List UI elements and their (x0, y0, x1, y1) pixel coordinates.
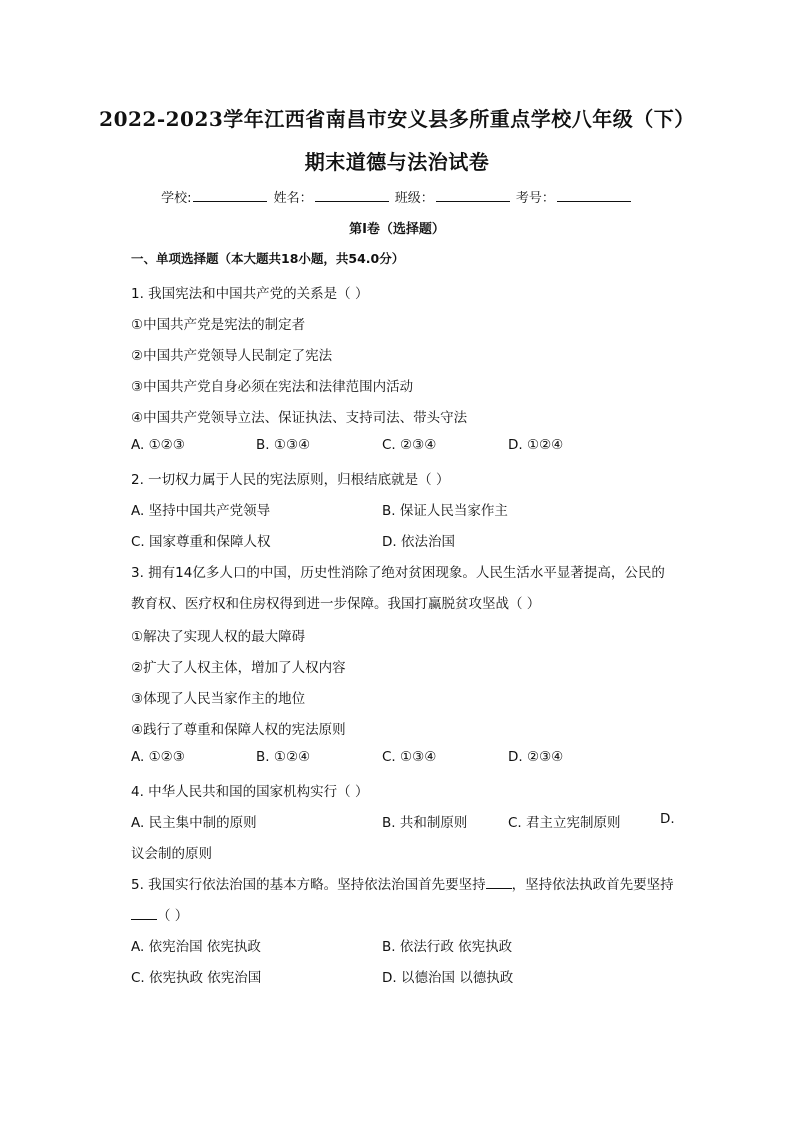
question-5-stem-line1 (131, 873, 674, 893)
question-3-item: ③体现了人民当家作主的地位 (131, 691, 306, 707)
question-1-option-b[interactable]: B. ①③④ (256, 437, 311, 453)
question-4-option-d-cont[interactable]: 议会制的原则 (131, 846, 212, 862)
exam-no-label: 考号： (515, 191, 555, 206)
question-5-blank-1 (486, 876, 512, 889)
question-3-option-b[interactable]: B. ①②④ (256, 749, 311, 765)
question-3-option-a[interactable]: A. ①②③ (131, 749, 185, 765)
question-4-option-a[interactable]: A. 民主集中制的原则 (131, 815, 257, 831)
question-1-item: ④中国共产党领导立法、保证执法、支持司法、带头守法 (131, 410, 468, 426)
exam-title-line2: 期末道德与法治试卷 (304, 150, 490, 174)
question-2-stem: 2. 一切权力属于人民的宪法原则，归根结底就是（ ） (131, 472, 450, 488)
question-3-stem-line2: 教育权、医疗权和住房权得到进一步保障。我国打赢脱贫攻坚战（ ） (131, 596, 541, 612)
question-5-blank-2 (131, 907, 157, 920)
class-blank[interactable] (436, 189, 510, 202)
name-blank[interactable] (315, 189, 389, 202)
question-3-stem-line1: 3. 拥有14亿多人口的中国，历史性消除了绝对贫困现象。人民生活水平显著提高，公民的 (131, 565, 665, 581)
exam-no-blank[interactable] (557, 189, 631, 202)
question-5-stem-paren: （ ） (157, 908, 189, 924)
student-info-row (0, 187, 794, 206)
question-4-option-c[interactable]: C. 君主立宪制原则 (508, 815, 621, 831)
exam-title-line1: 2022-2023学年江西省南昌市安义县多所重点学校八年级（下） (99, 107, 695, 131)
question-4-option-d[interactable]: D. (660, 811, 675, 827)
question-4-stem: 4. 中华人民共和国的国家机构实行（ ） (131, 784, 369, 800)
question-1-stem: 1. 我国宪法和中国共产党的关系是（ ） (131, 286, 369, 302)
question-5-stem-part1: 5. 我国实行依法治国的基本方略。坚持依法治国首先要坚持 (131, 877, 486, 893)
question-5-option-c[interactable]: C. 依宪执政 依宪治国 (131, 970, 262, 986)
question-3-item: ①解决了实现人权的最大障碍 (131, 629, 306, 645)
question-2-option-c[interactable]: C. 国家尊重和保障人权 (131, 534, 271, 550)
class-label: 班级： (394, 191, 434, 206)
question-1-option-d[interactable]: D. ①②④ (508, 437, 564, 453)
question-2-option-a[interactable]: A. 坚持中国共产党领导 (131, 503, 271, 519)
question-1-option-c[interactable]: C. ②③④ (382, 437, 437, 453)
question-1-item: ③中国共产党自身必须在宪法和法律范围内活动 (131, 379, 414, 395)
question-1-option-a[interactable]: A. ①②③ (131, 437, 185, 453)
section-title: 一、单项选择题（本大题共18小题，共54.0分） (131, 251, 405, 266)
school-label: 学校: (161, 191, 192, 206)
question-3-option-c[interactable]: C. ①③④ (382, 749, 437, 765)
question-2-option-d[interactable]: D. 依法治国 (382, 534, 455, 550)
question-5-stem-part2: ，坚持依法执政首先要坚持 (511, 877, 674, 893)
question-5-option-a[interactable]: A. 依宪治国 依宪执政 (131, 939, 261, 955)
question-1-item: ①中国共产党是宪法的制定者 (131, 317, 306, 333)
question-5-option-d[interactable]: D. 以德治国 以德执政 (382, 970, 514, 986)
question-3-item: ④践行了尊重和保障人权的宪法原则 (131, 722, 346, 738)
question-5-option-b[interactable]: B. 依法行政 依宪执政 (382, 939, 513, 955)
question-3-item: ②扩大了人权主体，增加了人权内容 (131, 660, 346, 676)
question-2-option-b[interactable]: B. 保证人民当家作主 (382, 503, 508, 519)
name-label: 姓名： (273, 191, 313, 206)
question-3-option-d[interactable]: D. ②③④ (508, 749, 564, 765)
school-blank[interactable] (193, 189, 267, 202)
part-title: 第I卷（选择题） (349, 222, 445, 237)
question-4-option-b[interactable]: B. 共和制原则 (382, 815, 468, 831)
question-1-item: ②中国共产党领导人民制定了宪法 (131, 348, 333, 364)
question-5-stem-line2 (131, 904, 188, 924)
